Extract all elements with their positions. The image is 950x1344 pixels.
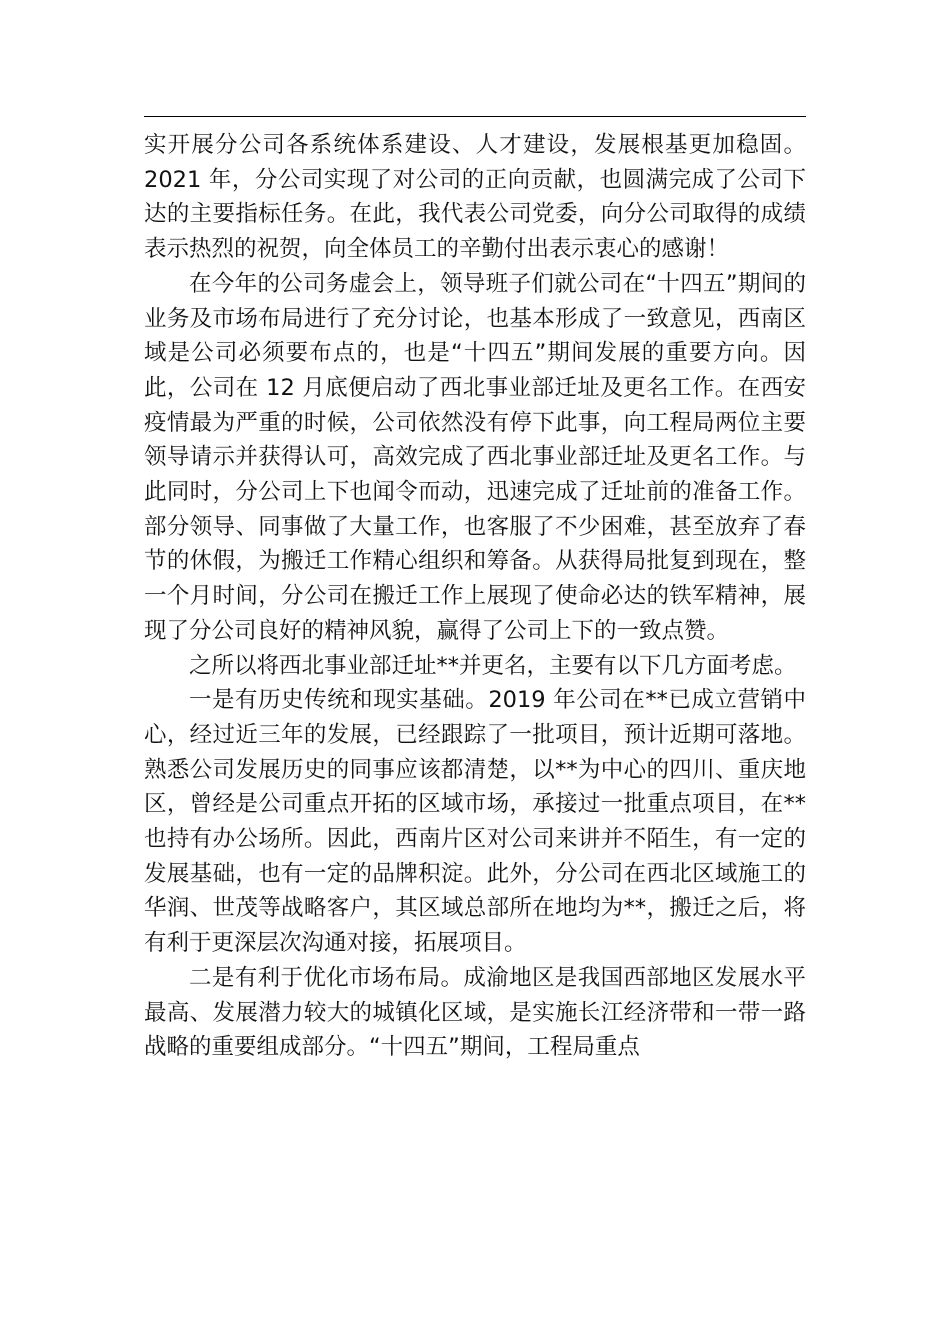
paragraph-5: 二是有利于优化市场布局。成渝地区是我国西部地区发展水平最高、发展潜力较大的城镇化区域，是实施长江经济带和一带一路战略的重要组成部分。“十四五”期间，工程局重点 <box>144 964 806 1061</box>
document-body <box>144 128 806 1065</box>
paragraph-3: 之所以将西北事业部迁址**并更名，主要有以下几方面考虑。 <box>189 652 797 679</box>
header-rule <box>144 116 806 117</box>
paragraph-2: 在今年的公司务虚会上，领导班子们就公司在“十四五”期间的业务及市场布局进行了充分讨论，也基本形成了一致意见，西南区域是公司必须要布点的，也是“十四五”期间发展的重要方向。因此，公司在 12 月底便启动了西北事业部迁址及更名工作。在西安疫情最为严重的时候，公司依然没有停下此事，向工程局两位主要领导请示并获得认可，高效完成了西北事业部迁址及更名工作。与此同时，分公司上下也闻令而动，迅速完成了迁址前的准备工作。部分领导、同事做了大量工作，也客服了不少困难，甚至放弃了春节的休假，为搬迁工作精心组织和筹备。从获得局批复到现在，整一个月时间，分公司在搬迁工作上展现了使命必达的铁军精神，展现了分公司良好的精神风貌，赢得了公司上下的一致点赞。 <box>144 270 806 644</box>
paragraph-4: 一是有历史传统和现实基础。2019 年公司在**已成立营销中心，经过近三年的发展，已经跟踪了一批项目，预计近期可落地。熟悉公司发展历史的同事应该都清楚，以**为中心的四川、重庆地区，曾经是公司重点开拓的区域市场，承接过一批重点项目，在**也持有办公场所。因此，西南片区对公司来讲并不陌生，有一定的发展基础，也有一定的品牌积淀。此外，分公司在西北区域施工的华润、世茂等战略客户，其区域总部所在地均为**，搬迁之后，将有利于更深层次沟通对接，拓展项目。 <box>144 687 806 957</box>
paragraph-1: 实开展分公司各系统体系建设、人才建设，发展根基更加稳固。2021 年，分公司实现了对公司的正向贡献，也圆满完成了公司下达的主要指标任务。在此，我代表公司党委，向分公司取得的成绩表示热烈的祝贺，向全体员工的辛勤付出表示衷心的感谢！ <box>144 132 806 263</box>
